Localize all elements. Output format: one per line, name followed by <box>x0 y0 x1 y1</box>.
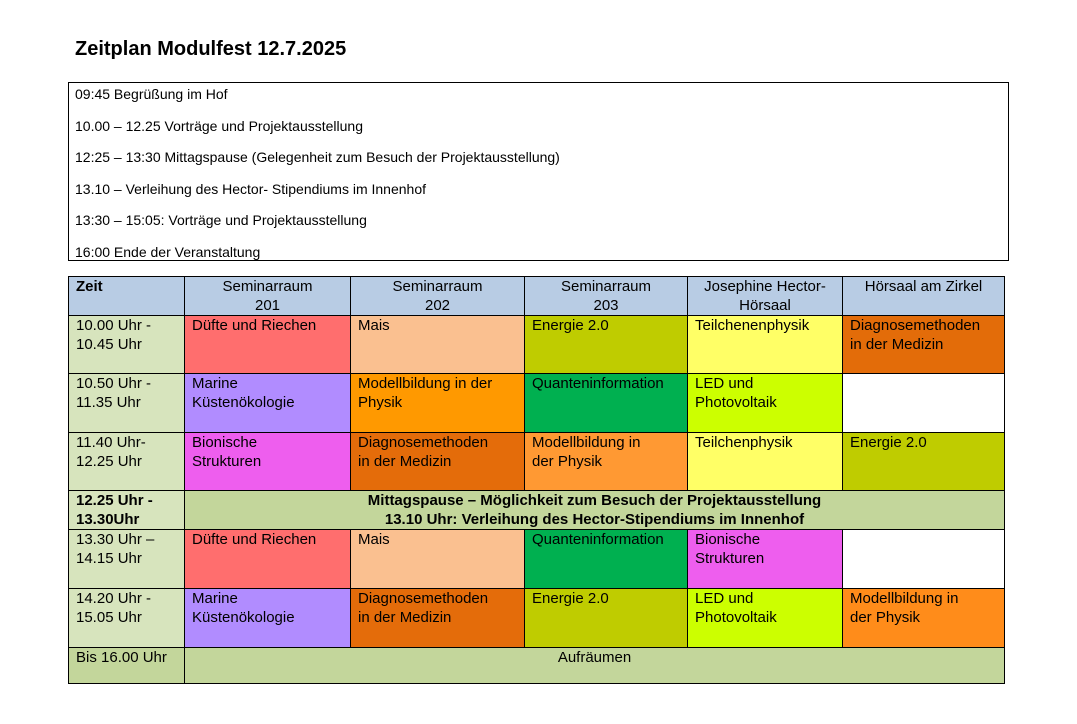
agenda-item: 16:00 Ende der Veranstaltung <box>75 244 261 260</box>
session-cell: Quanteninformation <box>525 374 688 433</box>
lunch-cell: Mittagspause – Möglichkeit zum Besuch der Projektausstellung 13.10 Uhr: Verleihung des Hector-Stipendiums im Innenhof <box>185 491 1005 530</box>
session-cell: Energie 2.0 <box>525 589 688 648</box>
header-room-201: Seminarraum 201 <box>185 277 351 316</box>
session-cell: Bionische Strukturen <box>688 530 843 589</box>
session-cell: Diagnosemethoden in der Medizin <box>843 316 1005 374</box>
time-cell: 13.30 Uhr – 14.15 Uhr <box>69 530 185 589</box>
cleanup-row <box>69 648 1005 684</box>
session-cell: Bionische Strukturen <box>185 433 351 491</box>
agenda-box <box>68 82 1009 261</box>
session-cell: Modellbildung in der Physik <box>525 433 688 491</box>
session-cell: Diagnosemethoden in der Medizin <box>351 433 525 491</box>
empty-cell <box>843 374 1005 433</box>
page-title: Zeitplan Modulfest 12.7.2025 <box>75 38 347 60</box>
lunch-row <box>69 491 1005 530</box>
table-row <box>69 530 1005 589</box>
session-cell: Marine Küstenökologie <box>185 589 351 648</box>
header-zeit: Zeit <box>69 277 185 316</box>
time-cell: 11.40 Uhr- 12.25 Uhr <box>69 433 185 491</box>
agenda-item: 13:30 – 15:05: Vorträge und Projektausstellung <box>75 212 367 228</box>
header-row <box>69 277 1005 316</box>
time-cell: Bis 16.00 Uhr <box>69 648 185 684</box>
session-cell: Düfte und Riechen <box>185 316 351 374</box>
empty-cell <box>843 530 1005 589</box>
agenda-item: 12:25 – 13:30 Mittagspause (Gelegenheit zum Besuch der Projektausstellung) <box>75 149 560 165</box>
table-row <box>69 374 1005 433</box>
session-cell: LED und Photovoltaik <box>688 589 843 648</box>
session-cell: Düfte und Riechen <box>185 530 351 589</box>
schedule-table <box>68 276 1005 684</box>
session-cell: Quanteninformation <box>525 530 688 589</box>
session-cell: Diagnosemethoden in der Medizin <box>351 589 525 648</box>
session-cell: Mais <box>351 530 525 589</box>
cleanup-cell: Aufräumen <box>185 648 1005 684</box>
table-row <box>69 433 1005 491</box>
time-cell: 10.50 Uhr - 11.35 Uhr <box>69 374 185 433</box>
agenda-item: 10.00 – 12.25 Vorträge und Projektausstellung <box>75 118 363 134</box>
table-row <box>69 589 1005 648</box>
session-cell: Teilchenphysik <box>688 433 843 491</box>
session-cell: Marine Küstenökologie <box>185 374 351 433</box>
session-cell: Energie 2.0 <box>525 316 688 374</box>
session-cell: Modellbildung in der Physik <box>843 589 1005 648</box>
session-cell: Teilchenenphysik <box>688 316 843 374</box>
table-row <box>69 316 1005 374</box>
session-cell: Energie 2.0 <box>843 433 1005 491</box>
agenda-item: 13.10 – Verleihung des Hector- Stipendiums im Innenhof <box>75 181 426 197</box>
time-cell: 14.20 Uhr - 15.05 Uhr <box>69 589 185 648</box>
time-cell: 12.25 Uhr - 13.30Uhr <box>69 491 185 530</box>
agenda-item: 09:45 Begrüßung im Hof <box>75 86 228 102</box>
header-room-hector: Josephine Hector- Hörsaal <box>688 277 843 316</box>
header-room-zirkel: Hörsaal am Zirkel <box>843 277 1005 316</box>
header-room-203: Seminarraum 203 <box>525 277 688 316</box>
header-room-202: Seminarraum 202 <box>351 277 525 316</box>
time-cell: 10.00 Uhr - 10.45 Uhr <box>69 316 185 374</box>
session-cell: Mais <box>351 316 525 374</box>
session-cell: Modellbildung in der Physik <box>351 374 525 433</box>
session-cell: LED und Photovoltaik <box>688 374 843 433</box>
